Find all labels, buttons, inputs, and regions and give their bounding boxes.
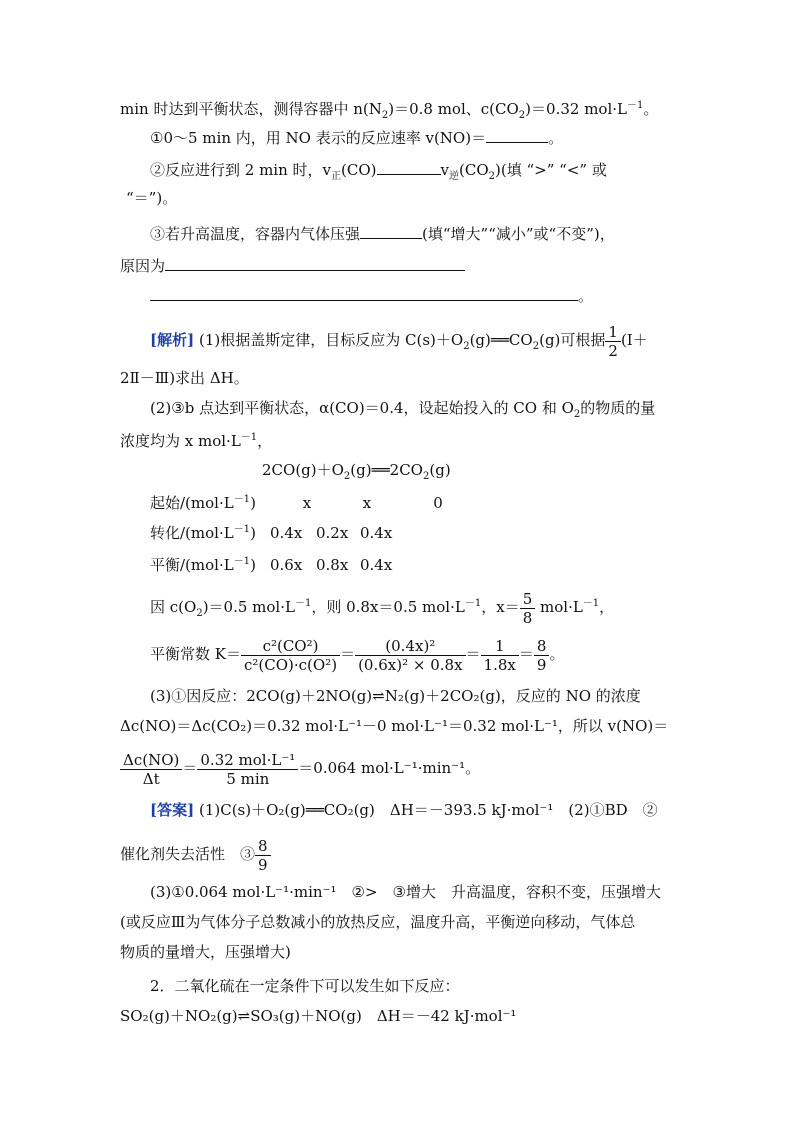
text: )	[250, 524, 256, 542]
text: (g)可根据	[539, 331, 606, 349]
text: 平衡常数 K＝	[150, 645, 241, 663]
text: 因 c(O	[150, 598, 197, 616]
text: (填“增大”“减小”或“不变”)，	[422, 225, 615, 243]
answer-blank[interactable]	[150, 286, 578, 301]
text: 2Ⅱ－Ⅲ)求出 ΔH。	[120, 369, 249, 387]
text: ，x＝	[481, 598, 520, 616]
answer-line4	[120, 912, 635, 932]
text: 起始/(mol·L	[150, 494, 234, 512]
answer-line5	[120, 942, 291, 962]
text: (3)①因反应：2CO(g)＋2NO(g)⇌N₂(g)＋2CO₂(g)，反应的 NO 的浓度	[150, 687, 641, 705]
cell: 0.2x	[316, 524, 349, 542]
cell: x	[362, 494, 372, 512]
text: min 时达到平衡状态，测得容器中 n(N	[120, 100, 382, 118]
answer-blank[interactable]	[486, 128, 548, 143]
text: (或反应Ⅲ为气体分子总数减小的放热反应，温度升高，平衡逆向移动，气体总	[120, 913, 636, 931]
subscript: 正	[331, 171, 342, 182]
q1-sub3-line2	[120, 256, 465, 276]
frac-num: 8	[255, 837, 271, 856]
analysis-p1: [解析] (1)根据盖斯定律，目标反应为 $C(s)+O_2(g)══CO_2(g)$可根据 $\frac{1}{2}$ (Ⅰ＋	[150, 322, 648, 360]
text: 物质的量增大，压强增大)	[120, 943, 291, 961]
frac-num: c²(CO²)	[241, 637, 340, 656]
frac-den: c²(CO)·c(O²)	[243, 655, 338, 674]
frac-den: 9	[536, 655, 547, 674]
text: (Ⅰ＋	[620, 331, 648, 349]
text: )	[250, 556, 256, 574]
frac-num: 1	[605, 323, 621, 342]
q1-sub1	[150, 128, 563, 148]
text: 原因为	[120, 257, 166, 275]
q1-intro-line: min 时达到平衡状态，测得容器中 $n(N_2)=0.8$ mol、$c(CO_2)=0.32$ $mol\cdot L^{-1}$。	[120, 100, 659, 121]
fraction	[197, 751, 298, 788]
text: 。	[643, 100, 659, 118]
frac-den: 8	[522, 608, 533, 627]
answer-blank[interactable]	[360, 224, 422, 239]
text: )＝0.8 mol、c(CO	[388, 100, 519, 118]
text: v	[440, 161, 449, 179]
cell: x	[302, 494, 312, 512]
text: 。	[578, 287, 594, 305]
text: (g)══CO	[469, 331, 533, 349]
question2-equation	[120, 1006, 516, 1026]
text: (CO)	[341, 161, 377, 179]
text: 浓度均为 x mol·L	[120, 432, 241, 450]
analysis-p3-line2	[120, 716, 668, 736]
fraction	[534, 637, 550, 674]
frac-num: 0.32 mol·L⁻¹	[197, 751, 298, 770]
text: )＝0.5 mol·L	[202, 598, 295, 616]
q1-sub3	[150, 224, 615, 244]
frac-den: 1.8x	[483, 655, 516, 674]
analysis-tag: [解析]	[150, 331, 195, 349]
answer-blank[interactable]	[377, 160, 441, 175]
cell: 0.8x	[316, 556, 349, 574]
text: (CO	[458, 161, 489, 179]
row-label: 转化$/(mol\cdot L^{-1})$	[150, 524, 256, 542]
text: 的物质的量	[580, 399, 656, 417]
text: ，则 0.8x＝0.5 mol·L	[311, 598, 465, 616]
answer-line1	[150, 800, 658, 820]
analysis-calc: 因 $c(O_2)=0.5$ $mol\cdot L^{-1}$，则 0.8x＝0.5 $mol\cdot L^{-1}$，x＝ $\frac{5}{8}$ $mol\cdot L^{-1}$，	[150, 589, 615, 627]
text: Δc(NO)＝Δc(CO₂)＝0.32 mol·L⁻¹－0 mol·L⁻¹＝0.32 mol·L⁻¹，所以 v(NO)＝	[120, 717, 669, 735]
frac-den: (0.6x)² × 0.8x	[358, 655, 463, 674]
cell: 0.4x	[360, 524, 393, 542]
frac-den: 9	[258, 855, 268, 874]
text: )＝0.32 mol·L	[525, 100, 627, 118]
answer-line2	[120, 834, 271, 874]
q1-sub2: ②反应进行到 2 min 时，$v_正(CO)$ $v_逆(CO_2)$(填 “>” “<” 或	[150, 161, 607, 182]
text: (1)根据盖斯定律，目标反应为 C(s)＋O	[198, 331, 464, 349]
text: )	[250, 494, 256, 512]
fraction	[481, 637, 519, 674]
analysis-p2-line2: 浓度均为 x $mol\cdot L^{-1}$，	[120, 432, 273, 450]
equilibrium-constant: 平衡常数 K＝ $\frac{\text{c²(CO²)}}{\text{c²(CO)·c(O²)}}$ ＝ $\frac{\text{(0.4x)²}}{\text{(0.6x)² × 0.8x}}$ ＝ $\frac{1}{1.8x}$ ＝ $\frac{8}{9}$ 。	[150, 636, 565, 674]
frac-num: (0.4x)²	[355, 637, 465, 656]
answer-tag: [答案]	[150, 801, 195, 819]
analysis-p3	[150, 686, 641, 706]
text: ，	[599, 598, 615, 616]
frac-den: 2	[608, 341, 618, 360]
text: (3)①0.064 mol·L⁻¹·min⁻¹ ②> ③增大 升高温度，容积不变，压强增大	[150, 883, 661, 901]
cell: 0	[433, 494, 443, 512]
fraction	[355, 637, 465, 674]
text: (1)C(s)＋O₂(g)══CO₂(g) ΔH＝－393.5 kJ·mol⁻¹ (2)①BD ②	[198, 801, 658, 819]
text: SO₂(g)＋NO₂(g)⇌SO₃(g)＋NO(g) ΔH＝－42 kJ·mol⁻¹	[120, 1007, 517, 1025]
text: 转化/(mol·L	[150, 524, 234, 542]
frac-den: 5 min	[226, 769, 270, 788]
frac-num: Δc(NO)	[120, 751, 182, 770]
text: ，	[257, 432, 273, 450]
cell: 0.6x	[270, 556, 303, 574]
text: 平衡/(mol·L	[150, 556, 234, 574]
row-label: 平衡$/(mol\cdot L^{-1})$	[150, 556, 256, 574]
text: “＝”)。	[126, 189, 178, 207]
table-row	[150, 490, 476, 513]
analysis-p3-line3: $\frac{\Delta c(NO)}{\Delta t}$ ＝ $\frac{\text{0.32 mol·L⁻¹}}{5 \min}$ ＝0.064 mol·L⁻¹·min⁻¹。	[120, 748, 480, 788]
text: ＝0.064 mol·L⁻¹·min⁻¹。	[298, 759, 481, 777]
text: ①0～5 min 内，用 NO 表示的反应速率 v(NO)＝	[150, 129, 487, 147]
answer-blank[interactable]	[165, 256, 465, 271]
table-row	[150, 520, 404, 543]
frac-den: Δt	[142, 769, 160, 788]
frac-num: 8	[534, 637, 550, 656]
frac-num: 1	[481, 637, 519, 656]
text: 催化剂失去活性 ③	[120, 845, 256, 863]
analysis-p2: (2)③b 点达到平衡状态，α(CO)＝0.4，设起始投入的 CO 和 $O_2$的物质的量	[150, 399, 656, 420]
cell: 0.4x	[270, 524, 303, 542]
text: (2)③b 点达到平衡状态，α(CO)＝0.4，设起始投入的 CO 和 O	[150, 399, 574, 417]
text: 。	[548, 129, 564, 147]
subscript: 逆	[448, 171, 459, 182]
q1-sub3-line3	[150, 286, 593, 306]
fraction	[605, 323, 621, 360]
table-row	[150, 552, 404, 575]
cell: 0.4x	[360, 556, 393, 574]
text: mol·L	[540, 598, 583, 616]
analysis-p1-line2	[120, 368, 249, 388]
frac-num: 5	[520, 590, 536, 609]
text: 2CO(g)＋O	[262, 461, 344, 479]
fraction	[255, 837, 271, 874]
text: )(填 “>” “<” 或	[495, 161, 607, 179]
text: 2．二氧化硫在一定条件下可以发生如下反应：	[150, 977, 460, 995]
fraction	[120, 751, 182, 788]
text: (g)	[429, 461, 451, 479]
text: ②反应进行到 2 min 时，v	[150, 161, 332, 179]
text: ③若升高温度，容器内气体压强	[150, 225, 361, 243]
fraction	[241, 637, 340, 674]
answer-line3	[150, 882, 661, 902]
text: (g)══2CO	[350, 461, 423, 479]
q1-sub2-line2	[126, 188, 177, 208]
row-label: 起始$/(mol\cdot L^{-1})$	[150, 494, 256, 512]
fraction	[520, 590, 536, 627]
question2-title	[150, 976, 460, 996]
reaction-equation: $2CO(g)+O_2(g)══2CO_2(g)$	[262, 461, 451, 482]
text: 。	[549, 645, 565, 663]
